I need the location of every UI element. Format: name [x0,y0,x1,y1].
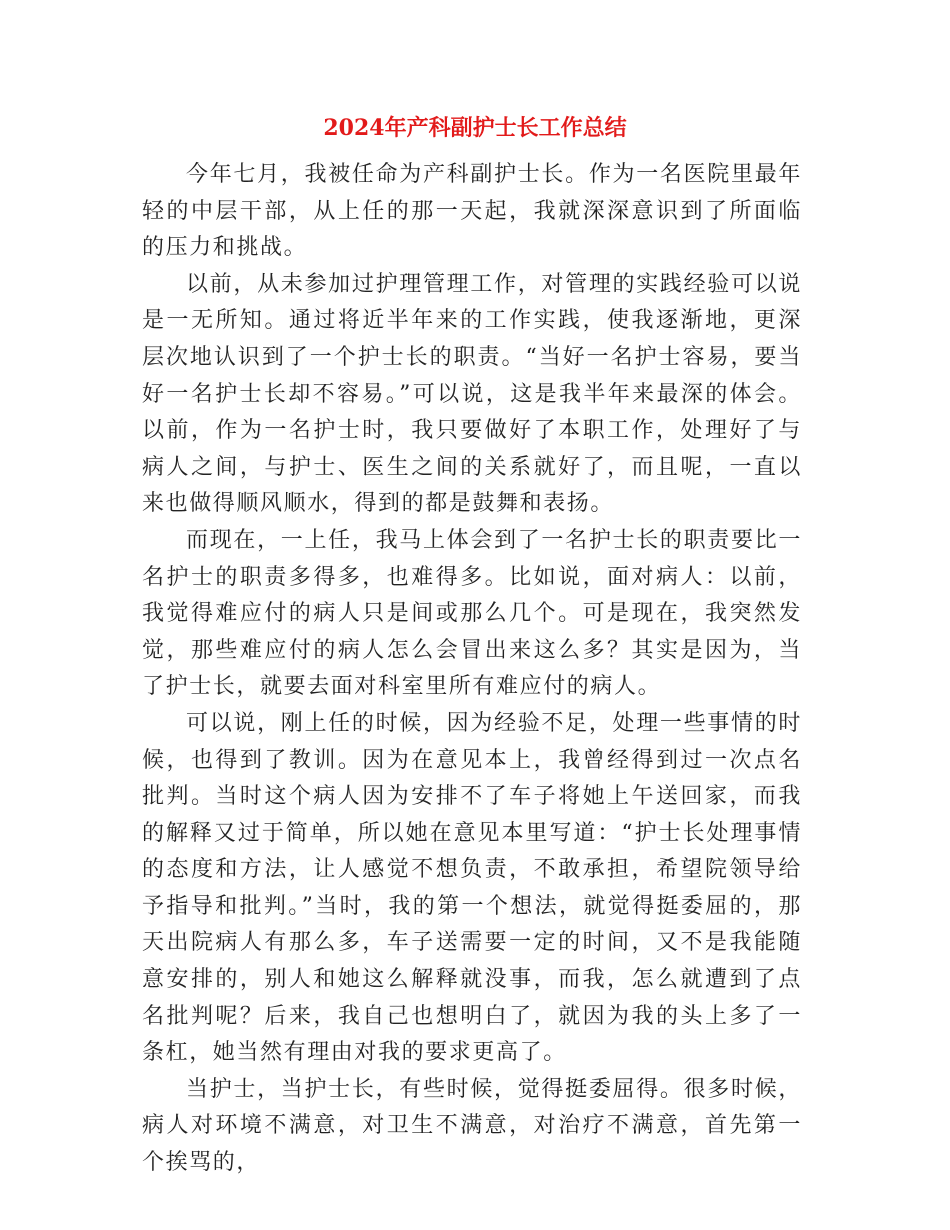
paragraph-2: 以前，从未参加过护理管理工作，对管理的实践经验可以说是一无所知。通过将近半年来的工作实践，使我逐渐地，更深层次地认识到了一个护士长的职责。“当好一名护士容易，要当好一名护士长却不容易。”可以说，这是我半年来最深的体会。以前，作为一名护士时，我只要做好了本职工作，处理好了与病人之间，与护士、医生之间的关系就好了，而且呢，一直以来也做得顺风顺水，得到的都是鼓舞和表扬。 [142,271,802,517]
paragraph-3: 而现在，一上任，我马上体会到了一名护士长的职责要比一名护士的职责多得多，也难得多。比如说，面对病人：以前，我觉得难应付的病人只是间或那么几个。可是现在，我突然发觉，那些难应付的病人怎么会冒出来这么多？其实是因为，当了护士长，就要去面对科室里所有难应付的病人。 [142,527,802,700]
document-title: 2024年产科副护士长工作总结 [323,115,627,141]
paragraph-5: 当护士，当护士长，有些时候，觉得挺委屈得。很多时候，病人对环境不满意，对卫生不满意，对治疗不满意，首先第一个挨骂的， [142,1076,802,1176]
paragraph-1: 今年七月，我被任命为产科副护士长。作为一名医院里最年轻的中层干部，从上任的那一天起，我就深深意识到了所面临的压力和挑战。 [142,162,802,261]
document-body [142,157,802,1182]
paragraph-4: 可以说，刚上任的时候，因为经验不足，处理一些事情的时候，也得到了教训。因为在意见本上，我曾经得到过一次点名批判。当时这个病人因为安排不了车子将她上午送回家，而我的解释又过于简单，所以她在意见本里写道：“护士长处理事情的态度和方法，让人感觉不想负责，不敢承担，希望院领导给予指导和批判。”当时，我的第一个想法，就觉得挺委屈的，那天出院病人有那么多，车子送需要一定的时间，又不是我能随意安排的，别人和她这么解释就没事，而我，怎么就遭到了点名批判呢？后来，我自己也想明白了，就因为我的头上多了一条杠，她当然有理由对我的要求更高了。 [142,710,802,1066]
